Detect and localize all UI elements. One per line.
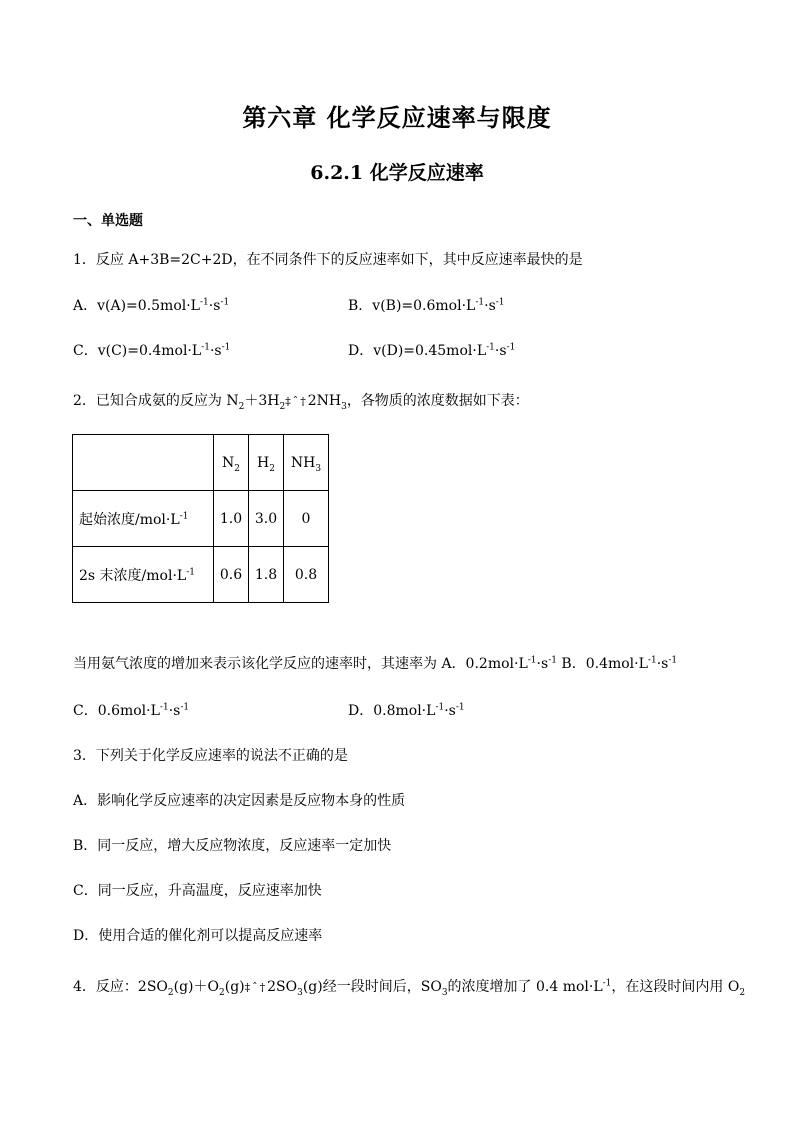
concentration-table: [72, 434, 329, 603]
reversible-arrow-icon: ‡ˆ†: [285, 395, 308, 408]
lesson-title: 6.2.1 化学反应速率: [310, 162, 484, 184]
reversible-arrow-icon: ‡ˆ†: [244, 981, 268, 994]
table-cell: 1.8: [249, 547, 284, 603]
chapter-title: 第六章 化学反应速率与限度: [242, 103, 552, 132]
q3-option-a: A．影响化学反应速率的决定因素是反应物本身的性质: [73, 793, 406, 809]
q2-option-d: D．$0.8mol\cdot L^{-1}\cdot s^{-1}$: [348, 702, 465, 719]
row-label: 起始浓度$/mol\cdot L^{-1}$: [73, 491, 214, 547]
q3-stem: 3．下列关于化学反应速率的说法不正确的是: [73, 748, 348, 764]
table-cell: 0: [284, 491, 329, 547]
table-cell: 0.6: [214, 547, 249, 603]
q2-question-line: 当用氨气浓度的增加来表示该化学反应的速率时，其速率为 A．$0.2mol\cdot L^{-1}\cdot s^{-1}$ B．$0.4mol\cdot L^{-1}\cdot s^{-1}$: [73, 655, 678, 672]
q4-stem: 4．反应：$2SO_2(g)+O_2(g)\ddagger ˆ\dagger 2SO_3(g)$经一段时间后，$SO_3$的浓度增加了 0.4 $mol\cdot L^{-1}$，在这段时间内用 $O_2$: [73, 978, 746, 998]
q3-option-b: B．同一反应，增大反应物浓度，反应速率一定加快: [73, 838, 392, 854]
q1-option-a: A．$v(A)=0.5mol\cdot L^{-1}\cdot s^{-1}$: [73, 297, 230, 314]
q3-option-c: C．同一反应，升高温度，反应速率加快: [73, 883, 322, 899]
row-label: 2s 末浓度$/mol\cdot L^{-1}$: [73, 547, 214, 603]
q2-option-c: C．$0.6mol\cdot L^{-1}\cdot s^{-1}$: [73, 702, 190, 719]
q1-option-d: D．$v(D)=0.45mol\cdot L^{-1}\cdot s^{-1}$: [348, 342, 516, 359]
q1-option-b: B．$v(B)=0.6mol\cdot L^{-1}\cdot s^{-1}$: [348, 297, 505, 314]
section-heading: 一、单选题: [73, 213, 143, 229]
table-cell: 0.8: [284, 547, 329, 603]
table-row: [73, 547, 329, 603]
table-header-cell: $NH_3$: [284, 435, 329, 491]
table-header-cell: [73, 435, 214, 491]
q1-stem: 1．反应 A+3B=2C+2D，在不同条件下的反应速率如下，其中反应速率最快的是: [73, 252, 583, 268]
table-cell: 1.0: [214, 491, 249, 547]
table-cell: 3.0: [249, 491, 284, 547]
table-row: [73, 491, 329, 547]
q2-stem: 2．已知合成氨的反应为 $N_2+3H_2\ddagger ˆ\dagger 2NH_3$，各物质的浓度数据如下表：: [73, 393, 529, 412]
q3-option-d: D．使用合适的催化剂可以提高反应速率: [73, 928, 323, 944]
table-header-cell: $N_2$: [214, 435, 249, 491]
table-header-row: [73, 435, 329, 491]
table-header-cell: $H_2$: [249, 435, 284, 491]
q1-option-c: C．$v(C)=0.4mol\cdot L^{-1}\cdot s^{-1}$: [73, 342, 231, 359]
